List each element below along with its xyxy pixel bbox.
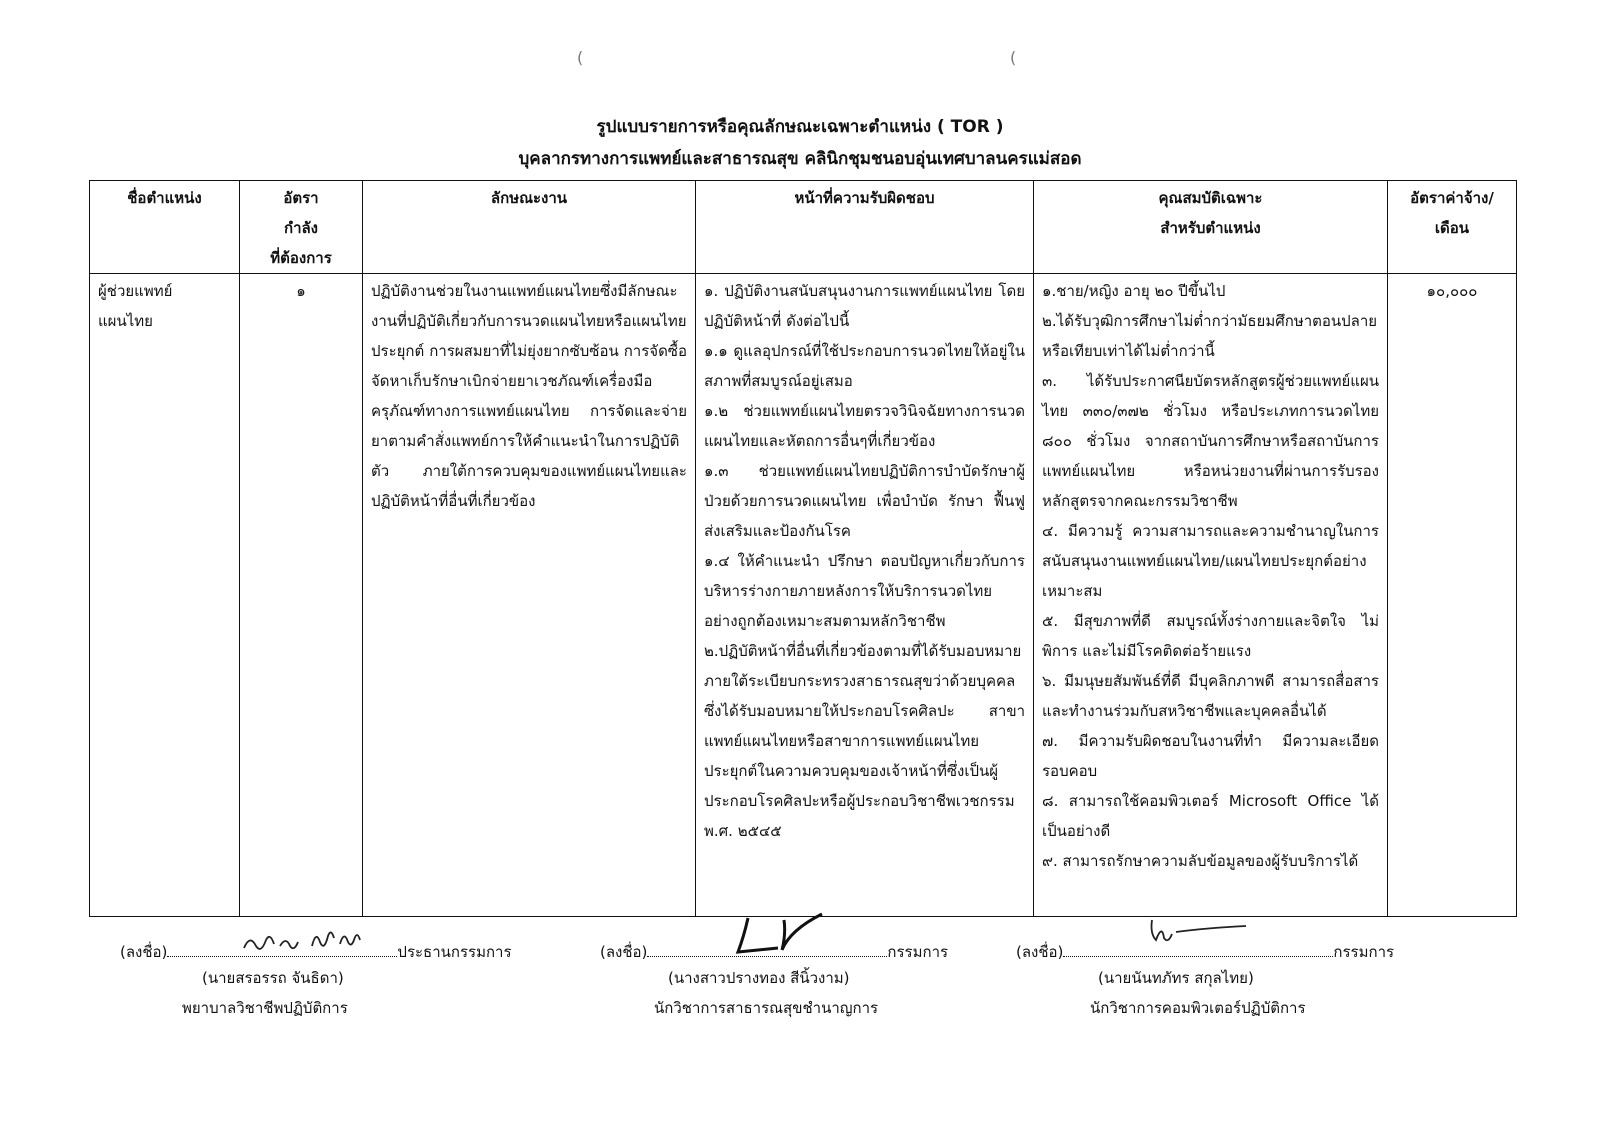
duty-item: ๑.๒ ช่วยแพทย์แผนไทยตรวจวินิจฉัยทางการนวดแผนไทยและหัตถการอื่นๆที่เกี่ยวข้อง <box>704 402 1025 450</box>
qualification-item: ๒.ได้รับวุฒิการศึกษาไม่ต่ำกว่ามัธยมศึกษาตอนปลาย หรือเทียบเท่าได้ไม่ต่ำกว่านี้ <box>1042 312 1378 360</box>
signature-role: กรรมการ <box>887 943 949 961</box>
signer-name: (นางสาวปรางทอง สีนิ้วงาม) <box>668 969 850 987</box>
header-quota-line: อัตรา <box>283 189 319 207</box>
handwritten-signature-image <box>240 922 370 958</box>
tor-table <box>89 180 1517 917</box>
qualification-item: ๖. มีมนุษยสัมพันธ์ที่ดี มีบุคลิกภาพดี สามารถสื่อสารและทำงานร่วมกับสหวิชาชีพและบุคคลอื่นได้ <box>1042 672 1379 720</box>
header-quota-line: ที่ต้องการ <box>270 249 332 267</box>
cell-salary: ๑๐,๐๐๐ <box>1388 274 1517 917</box>
top-mark-left: ( <box>577 48 584 67</box>
cell-quota: ๑ <box>240 274 363 917</box>
duty-item: ๒.ปฏิบัติหน้าที่อื่นที่เกี่ยวข้องตามที่ได้รับมอบหมายภายใต้ระเบียบกระทรวงสาธารณสุขว่าด้วยบุคคลซึ่งได้รับมอบหมายให้ประกอบโรคศิลปะ สาขาแพทย์แผนไทยหรือสาขาการแพทย์แผนไทยประยุกต์ในความควบคุมของเจ้าหน้าที่ซึ่งเป็นผู้ประกอบโรคศิลปะหรือผู้ประกอบวิชาชีพเวชกรรม พ.ศ. ๒๕๔๕ <box>704 642 1025 840</box>
signature-prefix: (ลงชื่อ) <box>120 943 168 961</box>
handwritten-signature-image <box>1146 912 1256 948</box>
header-salary <box>1388 181 1517 274</box>
header-salary-line: อัตราค่าจ้าง/ <box>1410 189 1494 207</box>
header-qualifications-line: สำหรับตำแหน่ง <box>1160 219 1261 237</box>
qualification-item: ๑.ชาย/หญิง อายุ ๒๐ ปีขึ้นไป <box>1042 282 1226 300</box>
handwritten-signature-image <box>730 910 850 958</box>
duty-item: ๑.๓ ช่วยแพทย์แผนไทยปฏิบัติการบำบัดรักษาผู้ป่วยด้วยการนวดแผนไทย เพื่อบำบัด รักษา ฟื้นฟู ส่งเสริมและป้องกันโรค <box>704 462 1025 540</box>
job-nature-text: ปฏิบัติงานช่วยในงานแพทย์แผนไทยซึ่งมีลักษณะงานที่ปฏิบัติเกี่ยวกับการนวดแผนไทยหรือแผนไทยประยุกต์ การผสมยาที่ไม่ยุ่งยากซับซ้อน การจัดซื้อจัดหาเก็บรักษาเบิกจ่ายยาเวชภัณฑ์เครื่องมือครุภัณฑ์ทางการแพทย์แผนไทย การจัดและจ่ายยาตามคำสั่งแพทย์การให้คำแนะนำในการปฏิบัติตัว ภายใต้การควบคุมของแพทย์แผนไทยและปฏิบัติหน้าที่อื่นที่เกี่ยวข้อง <box>371 282 687 510</box>
top-mark-right: ( <box>1010 48 1017 67</box>
header-qualifications-line: คุณสมบัติเฉพาะ <box>1158 189 1263 207</box>
qualification-item: ๓. ได้รับประกาศนียบัตรหลักสูตรผู้ช่วยแพทย์แผนไทย ๓๓๐/๓๗๒ ชั่วโมง หรือประเภทการนวดไทย ๘๐๐ ชั่วโมง จากสถาบันการศึกษาหรือสถาบันการแพทย์แผนไทย หรือหน่วยงานที่ผ่านการรับรองหลักสูตรจากคณะกรรมวิชาชีพ <box>1042 372 1379 510</box>
header-position: ชื่อตำแหน่ง <box>90 181 240 274</box>
duty-item: ๑. ปฏิบัติงานสนับสนุนงานการแพทย์แผนไทย โดยปฏิบัติหน้าที่ ดังต่อไปนี้ <box>704 282 1025 330</box>
header-duties: หน้าที่ความรับผิดชอบ <box>696 181 1034 274</box>
header-quota <box>240 181 363 274</box>
qualification-item: ๘. สามารถใช้คอมพิวเตอร์ Microsoft Office ได้เป็นอย่างดี <box>1042 792 1379 840</box>
header-qualifications <box>1034 181 1388 274</box>
signature-role: ประธานกรรมการ <box>397 943 512 961</box>
signer-title: พยาบาลวิชาชีพปฏิบัติการ <box>182 999 348 1017</box>
cell-duties <box>696 274 1034 917</box>
position-line: แผนไทย <box>98 312 153 330</box>
header-quota-line: กำลัง <box>283 219 319 237</box>
qualification-item: ๙. สามารถรักษาความลับข้อมูลของผู้รับบริการได้ <box>1042 852 1359 870</box>
cell-job-nature <box>363 274 696 917</box>
document-title: รูปแบบรายการหรือคุณลักษณะเฉพาะตำแหน่ง ( TOR ) <box>596 117 1004 137</box>
qualification-item: ๕. มีสุขภาพที่ดี สมบูรณ์ทั้งร่างกายและจิตใจ ไม่พิการ และไม่มีโรคติดต่อร้ายแรง <box>1042 612 1379 660</box>
signature-prefix: (ลงชื่อ) <box>600 943 648 961</box>
signer-title: นักวิชาการคอมพิวเตอร์ปฏิบัติการ <box>1090 999 1306 1017</box>
cell-qualifications <box>1034 274 1388 917</box>
header-job-nature: ลักษณะงาน <box>363 181 696 274</box>
duty-item: ๑.๔ ให้คำแนะนำ ปรึกษา ตอบปัญหาเกี่ยวกับการบริหารร่างกายภายหลังการให้บริการนวดไทยอย่างถูกต้องเหมาะสมตามหลักวิชาชีพ <box>704 552 1025 630</box>
table-row <box>90 274 1517 917</box>
duty-item: ๑.๑ ดูแลอุปกรณ์ที่ใช้ประกอบการนวดไทยให้อยู่ในสภาพที่สมบูรณ์อยู่เสมอ <box>704 342 1025 390</box>
document-subtitle: บุคลากรทางการแพทย์และสาธารณสุข คลินิกชุมชนอบอุ่นเทศบาลนครแม่สอด <box>518 149 1082 169</box>
signature-block-chairman <box>120 940 512 1017</box>
signer-name: (นายสรอรรถ จันธิดา) <box>202 969 344 987</box>
signature-prefix: (ลงชื่อ) <box>1016 943 1064 961</box>
qualification-item: ๗. มีความรับผิดชอบในงานที่ทำ มีความละเอียดรอบคอบ <box>1042 732 1379 780</box>
signer-name: (นายนันทภัทร สกุลไทย) <box>1098 969 1254 987</box>
table-header-row <box>90 181 1517 274</box>
signer-title: นักวิชาการสาธารณสุขชำนาญการ <box>654 999 879 1017</box>
header-salary-line: เดือน <box>1434 219 1470 237</box>
cell-position <box>90 274 240 917</box>
position-line: ผู้ช่วยแพทย์ <box>98 282 173 300</box>
signature-role: กรรมการ <box>1333 943 1395 961</box>
qualification-item: ๔. มีความรู้ ความสามารถและความชำนาญในการสนับสนุนงานแพทย์แผนไทย/แผนไทยประยุกต์อย่างเหมาะสม <box>1042 522 1379 600</box>
signature-block-committee-1 <box>600 940 949 1017</box>
signature-block-committee-2 <box>1016 940 1395 1017</box>
